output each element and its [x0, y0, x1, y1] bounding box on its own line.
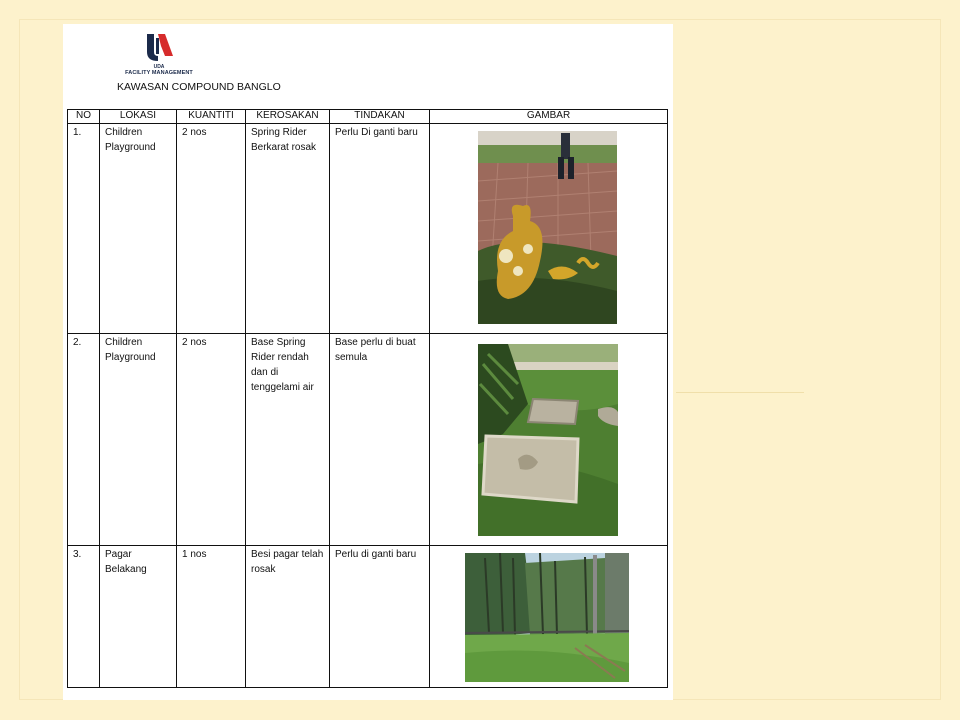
- logo-subtitle: FACILITY MANAGEMENT: [125, 70, 193, 76]
- cell-gambar: [430, 546, 668, 688]
- cell-gambar: [430, 334, 668, 546]
- logo-brand: UDA: [153, 64, 165, 70]
- document-title: KAWASAN COMPOUND BANGLO: [117, 81, 281, 93]
- header-kuantiti: KUANTITI: [177, 110, 246, 124]
- cell-lokasi: Children Playground: [100, 334, 177, 546]
- cell-kerosakan: Base Spring Rider rendah dan di tenggelami air: [246, 334, 330, 546]
- cell-kuantiti: 2 nos: [177, 334, 246, 546]
- table-header-row: [68, 110, 668, 124]
- company-logo: [119, 32, 219, 86]
- header-no: NO: [68, 110, 100, 124]
- decorative-line: [676, 392, 804, 393]
- damage-report-table: [67, 109, 668, 688]
- cell-lokasi: Children Playground: [100, 124, 177, 334]
- cell-tindakan: Perlu Di ganti baru: [330, 124, 430, 334]
- cell-kuantiti: 1 nos: [177, 546, 246, 688]
- cell-tindakan: Base perlu di buat semula: [330, 334, 430, 546]
- cell-lokasi: Pagar Belakang: [100, 546, 177, 688]
- photo-damaged-fence: [465, 553, 629, 682]
- cell-no: 1.: [68, 124, 100, 334]
- table-row: [68, 334, 668, 546]
- photo-spring-rider-base: [478, 344, 618, 536]
- table-row: [68, 124, 668, 334]
- photo-spring-rider: [478, 131, 617, 324]
- cell-kerosakan: Spring Rider Berkarat rosak: [246, 124, 330, 334]
- document-page: [63, 24, 673, 700]
- uda-logo-icon: [145, 32, 175, 62]
- header-gambar: GAMBAR: [430, 110, 668, 124]
- cell-no: 2.: [68, 334, 100, 546]
- header-lokasi: LOKASI: [100, 110, 177, 124]
- cell-kerosakan: Besi pagar telah rosak: [246, 546, 330, 688]
- header-kerosakan: KEROSAKAN: [246, 110, 330, 124]
- table-row: [68, 546, 668, 688]
- cell-kuantiti: 2 nos: [177, 124, 246, 334]
- cell-no: 3.: [68, 546, 100, 688]
- cell-gambar: [430, 124, 668, 334]
- cell-tindakan: Perlu di ganti baru: [330, 546, 430, 688]
- header-tindakan: TINDAKAN: [330, 110, 430, 124]
